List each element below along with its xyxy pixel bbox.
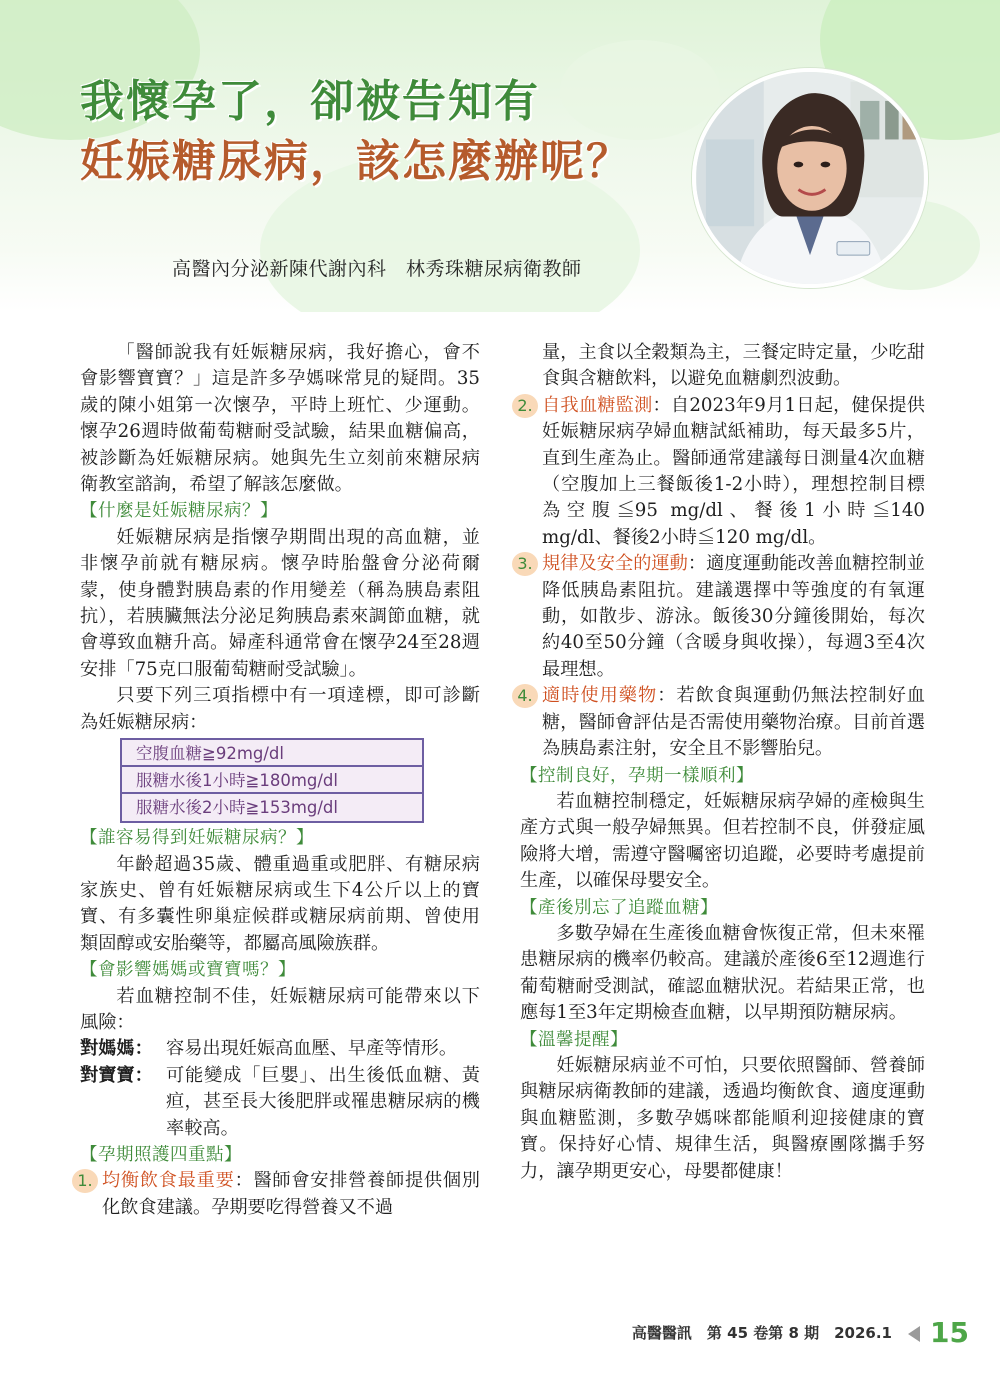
number-badge: 4.: [512, 684, 538, 708]
risk-baby: [80, 1063, 480, 1142]
risk-mother-text: 容易出現妊娠高血壓、早產等情形。: [166, 1038, 458, 1060]
care-item-medication: [517, 683, 925, 762]
paragraph-risk-groups: 年齡超過35歲、體重過重或肥胖、有糖尿病家族史、曾有妊娠糖尿病或生下4公斤以上的寶寶、有多囊性卵巢症候群或糖尿病前期、曾使用類固醇或安胎藥等，都屬高風險族群。: [80, 853, 480, 954]
section-heading-good-control: 【控制良好，孕期一樣順利】: [520, 765, 754, 786]
paragraph-postpartum: 多數孕婦在生產後血糖會恢復正常，但未來罹患糖尿病的機率仍較高。建議於產後6至12週進行葡萄糖耐受測試，確認血糖狀況。若結果正常，也應每1至3年定期檢查血糖，以早期預防糖尿病。: [520, 922, 925, 1024]
right-column: [517, 340, 925, 1185]
care-item-text: ：自2023年9月1日起，健保提供妊娠糖尿病孕婦血糖試紙補助，每天最多5片，直到生產為止。醫師通常建議每日測量4次血糖（空腹加上三餐飯後1-2小時），理想控制目標為空腹≦95 mg/dl、餐後1小時≦140 mg/dl、餐後2小時≦120 mg/dl。: [542, 394, 925, 548]
criteria-row-1hour: 服糖水後1小時≧180mg/dl: [122, 767, 422, 794]
paragraph-reminder: 妊娠糖尿病並不可怕，只要依照醫師、營養師與糖尿病衛教師的建議，透過均衡飲食、適度運動與血糖監測，多數孕媽咪都能順利迎接健康的寶寶。保持好心情、規律生活，與醫療團隊攜手努力，讓孕期更安心，母嬰都健康！: [520, 1054, 925, 1182]
paragraph-effects-intro: 若血糖控制不佳，妊娠糖尿病可能帶來以下風險：: [80, 985, 480, 1033]
risk-mother-label: 對媽媽：: [80, 1038, 153, 1060]
journal-info: 高醫醫訊 第 45 卷第 8 期 2026.1: [631, 1324, 892, 1342]
number-badge: 3.: [512, 552, 538, 576]
care-item-title: 適時使用藥物: [542, 685, 658, 707]
diagnostic-criteria-table: [120, 738, 424, 823]
risk-baby-label: 對寶寶：: [80, 1064, 153, 1086]
intro-paragraph: 「醫師說我有妊娠糖尿病，我好擔心，會不會影響寶寶？」這是許多孕媽咪常見的疑問。35歲的陳小姐第一次懷孕，平時上班忙、少運動。懷孕26週時做葡萄糖耐受試驗，結果血糖偏高，被診斷為妊娠糖尿病。她與先生立刻前來糖尿病衛教室諮詢，希望了解該怎麼做。: [80, 342, 480, 496]
care-item-title: 規律及安全的運動: [542, 553, 688, 575]
article-title: [80, 72, 700, 192]
criteria-row-2hour: 服糖水後2小時≧153mg/dl: [122, 794, 422, 821]
title-line-1: 我懷孕了，卻被告知有: [80, 76, 540, 127]
section-heading-care-points: 【孕期照護四重點】: [80, 1144, 242, 1165]
risk-mother: [80, 1036, 480, 1062]
author-photo: [692, 68, 928, 288]
care-item-diet-continued: 量，主食以全穀類為主，三餐定時定量，少吃甜食與含糖飲料，以避免血糖劇烈波動。: [542, 342, 925, 390]
section-heading-risk-groups: 【誰容易得到妊娠糖尿病？】: [80, 828, 314, 849]
section-heading-what-is: 【什麼是妊娠糖尿病？】: [80, 501, 278, 522]
left-column: [77, 340, 480, 1221]
page-number: 15: [930, 1316, 969, 1349]
care-item-text: ：醫師會安排營養師提供個別化飲食建議。孕期要吃得營養又不過: [102, 1170, 480, 1218]
care-item-title: 均衡飲食最重要: [102, 1170, 235, 1192]
page-footer: [0, 1316, 969, 1349]
care-item-glucose-monitoring: [517, 393, 925, 551]
section-heading-postpartum: 【產後別忘了追蹤血糖】: [520, 897, 718, 918]
paragraph-diagnosis-intro: 只要下列三項指標中有一項達標，即可診斷為妊娠糖尿病：: [80, 685, 480, 733]
care-item-text: ：若飲食與運動仍無法控制好血糖，醫師會評估是否需使用藥物治療。目前首選為胰島素注射，安全且不影響胎兒。: [542, 685, 925, 760]
number-badge: 2.: [512, 394, 538, 418]
care-item-exercise: [517, 551, 925, 683]
author-photo-image: [696, 72, 924, 284]
number-badge: 1.: [72, 1169, 98, 1193]
care-item-diet: [77, 1168, 480, 1221]
title-line-2: 妊娠糖尿病，該怎麼辦呢？: [80, 136, 632, 187]
section-heading-reminder: 【溫馨提醒】: [520, 1029, 628, 1050]
paragraph-good-control: 若血糖控制穩定，妊娠糖尿病孕婦的產檢與生產方式與一般孕婦無異。但若控制不良，併發症風險將大增，需遵守醫囑密切追蹤，必要時考慮提前生產，以確保母嬰安全。: [520, 790, 925, 892]
section-heading-effects: 【會影響媽媽或寶寶嗎？】: [80, 960, 296, 981]
paragraph-definition: 妊娠糖尿病是指懷孕期間出現的高血糖，並非懷孕前就有糖尿病。懷孕時胎盤會分泌荷爾蒙，使身體對胰島素的作用變差（稱為胰島素阻抗），若胰臟無法分泌足夠胰島素來調節血糖，就會導致血糖升高。婦產科通常會在懷孕24至28週安排「75克口服葡萄糖耐受試驗」。: [80, 526, 480, 680]
care-item-text: ：適度運動能改善血糖控制並降低胰島素阻抗。建議選擇中等強度的有氧運動，如散步、游泳。飯後30分鐘後開始，每次約40至50分鐘（含暖身與收操），每週3至4次最理想。: [542, 553, 925, 680]
criteria-row-fasting: 空腹血糖≧92mg/dl: [122, 740, 422, 767]
risk-baby-text: 可能變成「巨嬰」、出生後低血糖、黃疸，甚至長大後肥胖或罹患糖尿病的機率較高。: [166, 1064, 480, 1139]
care-item-title: 自我血糖監測: [542, 394, 653, 416]
author-line: 高醫內分泌新陳代謝內科 林秀珠糖尿病衛教師: [172, 258, 582, 280]
triangle-left-icon: [908, 1326, 920, 1342]
